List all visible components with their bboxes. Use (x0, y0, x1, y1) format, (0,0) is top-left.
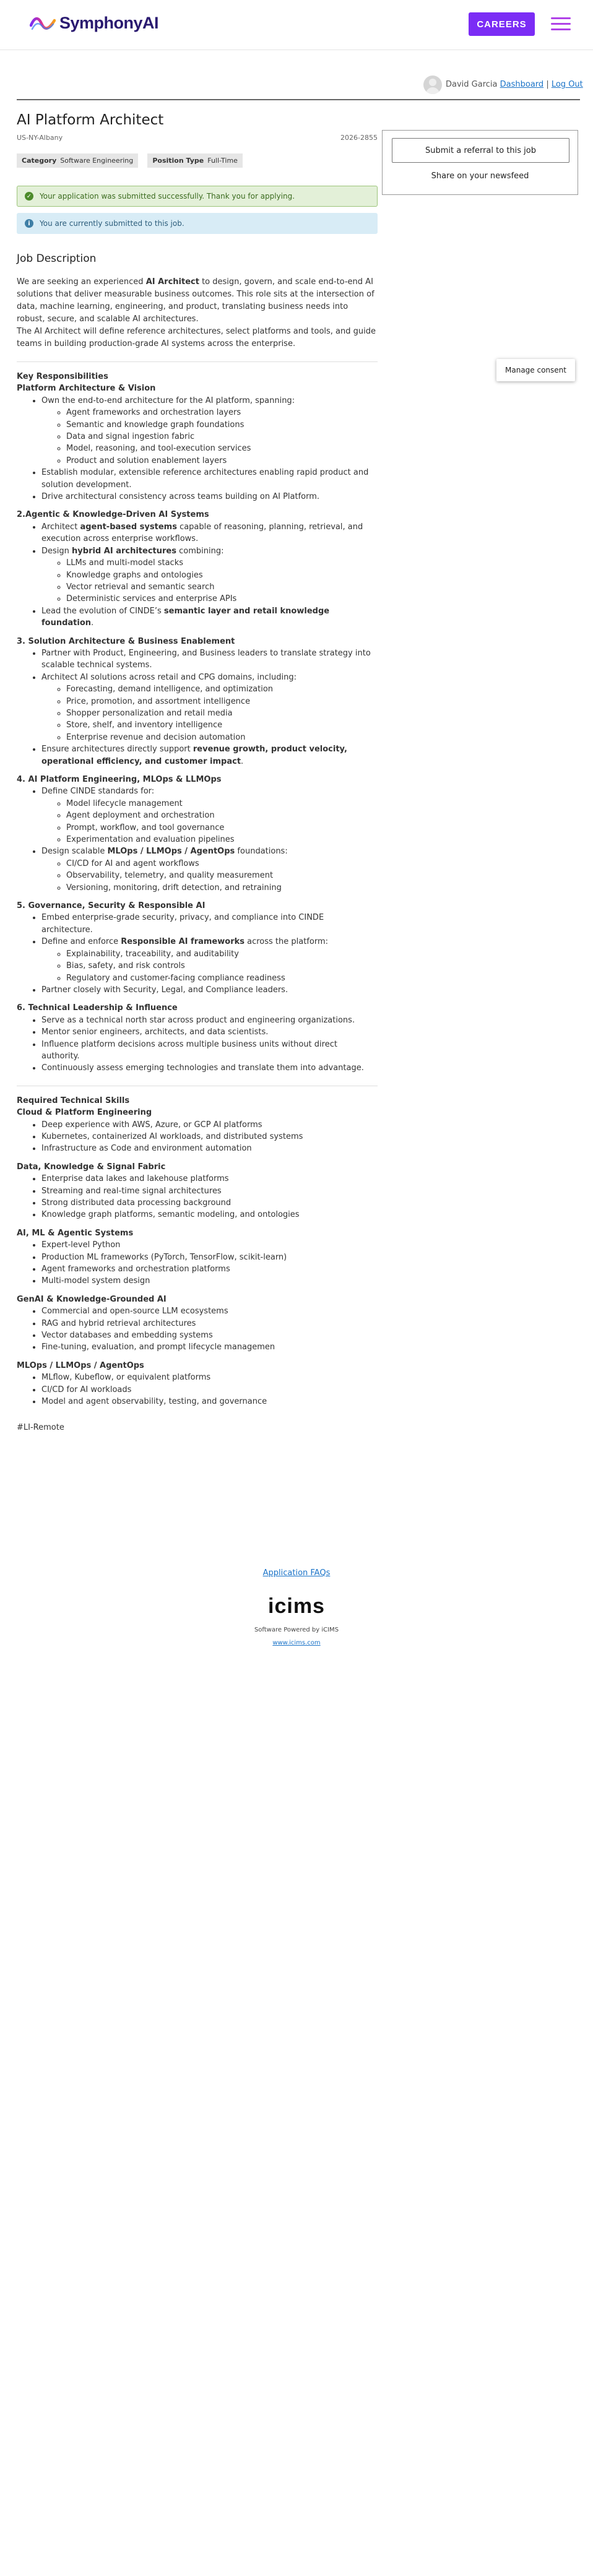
skill-list (17, 1119, 378, 1155)
sub-list-item: ◦ Enterprise revenue and decision automation (66, 732, 378, 743)
sub-list (41, 557, 378, 605)
list-item: • Agent frameworks and orchestration platforms (41, 1263, 378, 1275)
list-item (41, 647, 378, 672)
item-text: Define and enforce (41, 937, 121, 947)
list-item (41, 984, 378, 996)
list-item: • Multi-model system design (41, 1275, 378, 1287)
job-title: AI Platform Architect (17, 112, 164, 128)
job-intro (17, 276, 378, 350)
item-text: Drive architectural consistency across teams building on AI Platform. (41, 492, 320, 502)
item-text: Ensure architectures directly support (41, 745, 193, 754)
key-responsibilities-heading: Key Responsibilities (17, 372, 108, 381)
list-item (41, 743, 378, 767)
list-item: • Commercial and open-source LLM ecosystems (41, 1305, 378, 1317)
item-text: Continuously assess emerging technologies and translate them into advantage. (41, 1063, 364, 1073)
responsibility-list (17, 912, 378, 996)
list-item: • Strong distributed data processing background (41, 1197, 378, 1209)
item-text: Serve as a technical north star across product and engineering organizations. (41, 1015, 355, 1025)
check-circle-icon: ✓ (25, 192, 33, 201)
share-newsfeed-link[interactable]: Share on your newsfeed (431, 171, 529, 181)
responsibility-list (17, 395, 378, 503)
sub-list-item: ◦ Shopper personalization and retail media (66, 707, 378, 719)
avatar (423, 76, 442, 94)
item-text: . (91, 618, 94, 628)
dashboard-link[interactable]: Dashboard (500, 80, 544, 89)
sub-list (41, 683, 378, 743)
skill-group-heading: GenAI & Knowledge-Grounded AI (17, 1294, 167, 1304)
list-item: • Vector databases and embedding systems (41, 1329, 378, 1341)
sub-list-item: ◦ LLMs and multi-model stacks (66, 557, 378, 569)
job-description-body (17, 371, 378, 1074)
sub-list-item: ◦ Versioning, monitoring, drift detection, and retraining (66, 882, 378, 894)
section-heading: 5. Governance, Security & Responsible AI (17, 901, 206, 911)
sub-list (41, 407, 378, 467)
sub-list-item: ◦ Semantic and knowledge graph foundations (66, 419, 378, 431)
item-text: . (241, 756, 244, 766)
list-item (41, 545, 378, 605)
sub-list-item: ◦ Knowledge graphs and ontologies (66, 569, 378, 581)
list-item (41, 912, 378, 936)
sub-list-item: ◦ Data and signal ingestion fabric (66, 431, 378, 443)
manage-consent-button[interactable]: Manage consent (496, 359, 575, 381)
brand-logo[interactable] (30, 14, 158, 33)
item-text: Mentor senior engineers, architects, and data scientists. (41, 1027, 269, 1037)
icims-website-link[interactable]: www.icims.com (272, 1640, 321, 1646)
spacer (17, 503, 378, 509)
list-item: • CI/CD for AI workloads (41, 1384, 378, 1396)
list-item (41, 1014, 378, 1026)
section-heading: 2.Agentic & Knowledge-Driven AI Systems (17, 510, 209, 520)
sub-list-item: ◦ Store, shelf, and inventory intelligence (66, 719, 378, 731)
sub-list-item: ◦ Vector retrieval and semantic search (66, 581, 378, 593)
user-bar (17, 73, 583, 100)
job-tags (17, 153, 378, 170)
item-text: Architect (41, 522, 80, 532)
sub-list-item: ◦ Experimentation and evaluation pipelines (66, 834, 378, 845)
sub-list-item: ◦ Model lifecycle management (66, 798, 378, 810)
submit-referral-button[interactable]: Submit a referral to this job (392, 138, 569, 163)
list-item (41, 1026, 378, 1038)
item-text: Lead the evolution of CINDE’s (41, 606, 164, 616)
description-heading: Job Description (17, 253, 97, 265)
sub-list-item: ◦ Agent frameworks and orchestration layers (66, 407, 378, 418)
divider (17, 361, 378, 362)
skill-group-heading: MLOps / LLMOps / AgentOps (17, 1360, 144, 1370)
info-alert (17, 213, 378, 234)
symphony-wave-icon (30, 14, 56, 33)
list-item: • Kubernetes, containerized AI workloads, and distributed systems (41, 1131, 378, 1143)
spacer (17, 1155, 378, 1161)
item-bold: semantic layer and retail knowledge foundation (41, 606, 330, 628)
item-text: Own the end-to-end architecture for the AI platform, spanning: (41, 395, 295, 405)
skill-list (17, 1305, 378, 1354)
section-heading: Platform Architecture & Vision (17, 384, 156, 394)
skill-list (17, 1372, 378, 1407)
spacer (17, 894, 378, 900)
list-item (41, 491, 378, 503)
responsibility-list (17, 1014, 378, 1074)
hamburger-menu-icon[interactable] (551, 17, 572, 31)
sub-list (41, 948, 378, 984)
item-text: Architect AI solutions across retail and CPG domains, including: (41, 672, 296, 682)
item-text: Partner closely with Security, Legal, and Compliance leaders. (41, 985, 288, 995)
tag-category: Category Software Engineering (17, 153, 138, 168)
page-footer (0, 1566, 593, 1647)
list-item: • Streaming and real-time signal architectures (41, 1185, 378, 1197)
skill-group-heading: Data, Knowledge & Signal Fabric (17, 1162, 166, 1172)
referral-panel (382, 130, 578, 195)
tag-position-type: Position Type Full-Time (147, 153, 243, 168)
sub-list (41, 858, 378, 894)
item-bold: hybrid AI architectures (72, 546, 176, 556)
list-item (41, 521, 378, 545)
sub-list-item: ◦ Observability, telemetry, and quality measurement (66, 870, 378, 881)
list-item (41, 1039, 378, 1063)
powered-by-text: Software Powered by iCIMS (254, 1627, 339, 1633)
item-text: across the platform: (244, 937, 329, 947)
section-heading: 3. Solution Architecture & Business Enablement (17, 636, 235, 646)
item-bold: revenue growth, product velocity, operational efficiency, and customer impact (41, 745, 347, 766)
item-text: Embed enterprise-grade security, privacy, and compliance into CINDE architecture. (41, 913, 324, 935)
list-item (41, 467, 378, 491)
icims-logo-text: icims (268, 1594, 325, 1618)
list-item (41, 936, 378, 984)
required-skills-heading: Required Technical Skills (17, 1096, 130, 1105)
list-item: • Deep experience with AWS, Azure, or GCP AI platforms (41, 1119, 378, 1131)
skill-list (17, 1239, 378, 1287)
item-text: Design scalable (41, 847, 108, 857)
skill-list (17, 1173, 378, 1221)
list-item (41, 845, 378, 894)
sub-list-item: ◦ Deterministic services and enterprise APIs (66, 593, 378, 605)
sub-list-item: ◦ Forecasting, demand intelligence, and optimization (66, 683, 378, 695)
job-meta (17, 134, 378, 147)
item-text: foundations: (235, 847, 288, 857)
item-text: combining: (176, 546, 224, 556)
job-id: 2026-2855 (340, 134, 378, 142)
intro-paragraph (17, 276, 378, 326)
sub-list-item: ◦ Regulatory and customer-facing compliance readiness (66, 972, 378, 984)
sub-list-item: ◦ Bias, safety, and risk controls (66, 960, 378, 972)
spacer (17, 767, 378, 774)
spacer (17, 629, 378, 636)
responsibility-list (17, 521, 378, 629)
intro-paragraph (17, 326, 378, 350)
responsibility-list (17, 785, 378, 894)
brand-name: SymphonyAI (59, 14, 159, 32)
user-name: David Garcia (446, 80, 498, 89)
list-item: • Knowledge graph platforms, semantic modeling, and ontologies (41, 1209, 378, 1221)
sub-list-item: ◦ Prompt, workflow, and tool governance (66, 822, 378, 834)
list-item (41, 605, 378, 629)
sub-list-item: ◦ Model, reasoning, and tool-execution services (66, 443, 378, 454)
item-text: Establish modular, extensible reference architectures enabling rapid product and solution development. (41, 468, 369, 490)
sub-list-item: ◦ Explainability, traceability, and auditability (66, 948, 378, 960)
spacer (17, 996, 378, 1002)
intro-text: to design, govern, and scale end-to-end AI solutions that deliver measurable business outcomes. This role sits at the intersection of data, machine learning, engineering, and product, translating business needs into robust, secure, and scalable AI architectures. (17, 277, 374, 324)
sub-list-item: ◦ Product and solution enablement layers (66, 455, 378, 467)
job-location: US-NY-Albany (17, 134, 63, 142)
hashtag: #LI-Remote (17, 1422, 64, 1432)
item-text: Partner with Product, Engineering, and Business leaders to translate strategy into scalable technical systems. (41, 648, 371, 670)
info-circle-icon: i (25, 219, 33, 228)
user-links (446, 80, 583, 89)
sub-list-item: ◦ CI/CD for AI and agent workflows (66, 858, 378, 870)
skill-group-heading: Cloud & Platform Engineering (17, 1108, 152, 1118)
icims-logo (262, 1593, 331, 1618)
list-item: • Infrastructure as Code and environment automation (41, 1143, 378, 1154)
skill-group-heading: AI, ML & Agentic Systems (17, 1228, 134, 1238)
spacer (17, 1354, 378, 1360)
sub-list-item: ◦ Price, promotion, and assortment intelligence (66, 696, 378, 707)
sub-list (41, 798, 378, 846)
item-bold: Responsible AI frameworks (121, 937, 245, 947)
careers-button[interactable]: CAREERS (469, 12, 535, 36)
logout-link[interactable]: Log Out (551, 80, 583, 89)
item-text: Define CINDE standards for: (41, 787, 155, 797)
intro-text: The AI Architect will define reference architectures, select platforms and tools, and guide teams in building production-grade AI systems across the enterprise. (17, 327, 376, 348)
list-item: • Enterprise data lakes and lakehouse platforms (41, 1173, 378, 1185)
sub-list-item: ◦ Agent deployment and orchestration (66, 810, 378, 821)
list-item: • Fine-tuning, evaluation, and prompt lifecycle managemen (41, 1341, 378, 1353)
list-item: • Expert-level Python (41, 1239, 378, 1251)
list-item (41, 1062, 378, 1074)
application-faqs-link[interactable]: Application FAQs (262, 1568, 331, 1578)
intro-bold: AI Architect (145, 277, 199, 287)
item-text: Design (41, 546, 72, 556)
item-text: capable of reasoning, planning, retrieval, and execution across enterprise workflows. (41, 522, 363, 544)
list-item: • Model and agent observability, testing, and governance (41, 1396, 378, 1407)
list-item (41, 785, 378, 845)
list-item (41, 395, 378, 467)
required-skills (17, 1095, 378, 1408)
list-item: • MLflow, Kubeflow, or equivalent platforms (41, 1372, 378, 1383)
list-item: • RAG and hybrid retrieval architectures (41, 1318, 378, 1329)
item-text: Influence platform decisions across multiple business units without direct authority. (41, 1039, 337, 1061)
item-bold: MLOps / LLMOps / AgentOps (107, 847, 235, 857)
info-alert-text: You are currently submitted to this job. (40, 219, 184, 228)
spacer (17, 1221, 378, 1227)
list-item: • Production ML frameworks (PyTorch, TensorFlow, scikit-learn) (41, 1251, 378, 1263)
success-alert (17, 186, 378, 207)
responsibility-list (17, 647, 378, 767)
success-alert-text: Your application was submitted successfully. Thank you for applying. (40, 192, 295, 201)
section-heading: 6. Technical Leadership & Influence (17, 1003, 178, 1013)
job-main (17, 110, 378, 1433)
section-heading: 4. AI Platform Engineering, MLOps & LLMOps (17, 775, 222, 784)
item-bold: agent-based systems (80, 522, 177, 532)
link-separator: | (546, 80, 549, 89)
site-header (0, 0, 593, 50)
list-item (41, 672, 378, 743)
spacer (17, 1287, 378, 1294)
intro-text: We are seeking an experienced (17, 277, 146, 287)
